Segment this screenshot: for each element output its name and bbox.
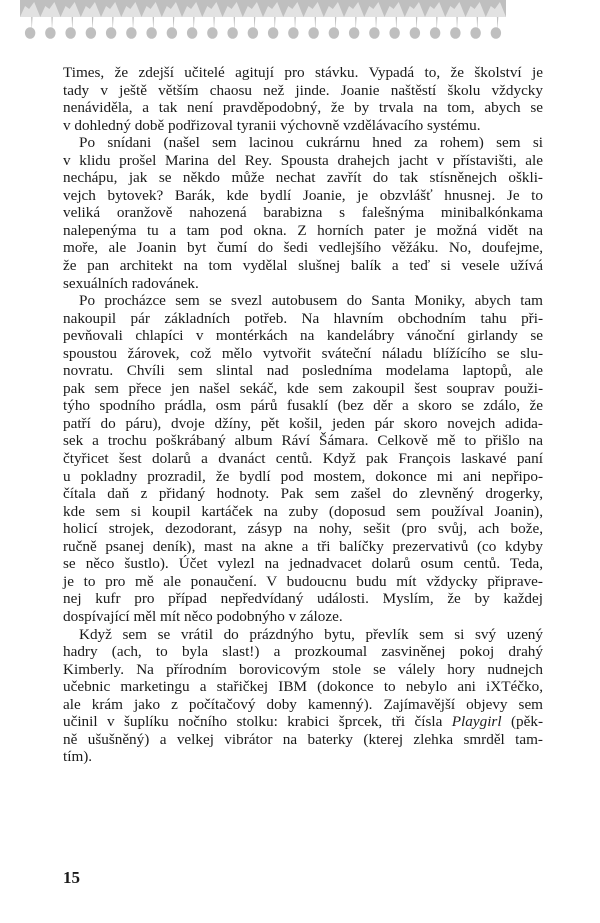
text-line: sexuálních radovánek. [63, 274, 199, 292]
text-line: že pan architekt na tom vydělal slušnej balík a teď si vesele užívá [63, 257, 543, 275]
text-line: tady v ještě větším chaosu než jinde. Joanie naštěstí školu vždycky [63, 81, 543, 99]
text-line: spoustou žárovek, což mělo vytvořit sváteční náladu blížícího se slu- [63, 344, 543, 362]
text-line: nenáviděla, a tak není pravděpodobný, že by trvala na tom, abych se [63, 99, 543, 117]
text-line: veliká oranžově nahozená barabizna s falešnýma minibalkónkama [63, 204, 543, 222]
text-line: dospívající měl mít něco podobnýho v záloze. [63, 607, 343, 625]
text-line: čtyřicet šest dolarů a dvanáct centů. Když pak François laskavé paní [63, 450, 543, 468]
text-line: pak sem přece jen našel sekáč, kde sem zakoupil šest souprav použi- [63, 379, 543, 397]
text-line: vejch bytovek? Barák, kde bydlí Joanie, je obzvlášť hnusnej. Je to [63, 186, 543, 204]
text-line: v dohledný době podřizoval tyranii výchovně vzdělávacího systému. [63, 116, 481, 134]
text-line: u pokladny prozradil, že bydlí pod mostem, dokonce mi ani nepřipo- [63, 467, 543, 485]
text-line: je to pro mě ale ponaučení. V budoucnu budu mít vždycky připrave- [63, 572, 543, 590]
text-line: Po snídani (našel sem lacinou cukrárnu hned za rohem) sem si [79, 134, 543, 152]
text-line: se něco šustlo). Účet vylezl na jednadvacet dolarů osum centů. Teda, [63, 555, 543, 573]
text-line: ale krám jako z počítačový doby kamenný). Zajímavější objevy sem [63, 695, 543, 713]
text-line: kde sem si koupil kartáček na zuby (doposud sem používal Joanin), [63, 502, 543, 520]
torn-paper-drips-icon [20, 0, 506, 40]
text-line: nechápu, jak se někdo může nechat zavřít do tak stísněnejch oškli- [63, 169, 543, 187]
text-line: moře, ale Joanin byt čumí do šedi vedlejšího věžáku. No, doufejme, [63, 239, 543, 257]
text-line: Kimberly. Na přírodním borovicovým stole se válely hory nudnejch [63, 660, 543, 678]
text-line: Times, že zdejší učitelé agitují pro stávku. Vypadá to, že školství je [63, 64, 543, 81]
text-line: učinil v šuplíku nočního stolku: krabici šprcek, tři čísla Playgirl (pěk- [63, 713, 543, 731]
text-line: nej kufr pro případ nepředvídaný události. Myslím, že by každej [63, 590, 543, 608]
text-line: ně ušušněný) a velkej vibrátor na baterky (kterej zlehka smrděl tam- [63, 730, 543, 748]
page-number: 15 [63, 868, 80, 887]
text-line: hadry (ach, to byla slast!) a prozkoumal zasviněnej pokoj drahý [63, 643, 543, 661]
text-line: pevňovali chlapíci v montérkách na kandelábry vánoční girlandy se [63, 327, 543, 345]
text-line: učebnic marketingu a stařičkej IBM (dokonce to nebylo ani iXTéčko, [63, 678, 543, 696]
text-line: týho spodního prádla, osm párů fusaklí (bez děr a skoro se zdálo, že [63, 397, 543, 415]
magazine-title: Playgirl [451, 713, 502, 731]
text-line: sek a trochu poškrábaný album Ráví Šámara. Celkově mě to přišlo na [63, 432, 543, 450]
text-line: ručně psanej deník), mast na akne a tři balíčky prezervativů (co kdyby [63, 537, 543, 555]
text-line: Po procházce sem se svezl autobusem do Santa Moniky, abych tam [79, 292, 543, 310]
body-text [63, 64, 543, 766]
text-line: holicí strojek, dezodorant, zásyp na nohy, sešit (pro svůj, ach bože, [63, 520, 543, 538]
text-line: Když sem se vrátil do prázdnýho bytu, převlík sem si svý uzený [79, 625, 543, 643]
text-line: nalepenýma tu a tam pod okna. Z horních pater je možná vidět na [63, 221, 543, 239]
text-line: patří do páru), dvoje džíny, pět košil, jeden pár skoro novejch adida- [63, 414, 543, 432]
text-line: tím). [63, 748, 93, 766]
text-line: v klidu prošel Marina del Rey. Spousta drahejch jacht v přístavišti, ale [63, 151, 543, 169]
text-line: novratu. Chvíli sem slintal nad posledníma modelama laptopů, ale [63, 362, 543, 380]
text-line: nakoupil pár základních potřeb. Na hlavním obchodním tahu při- [63, 309, 543, 327]
text-line: čítala daň z přidaný hodnoty. Pak sem zašel do zlevněný drogerky, [63, 485, 543, 503]
